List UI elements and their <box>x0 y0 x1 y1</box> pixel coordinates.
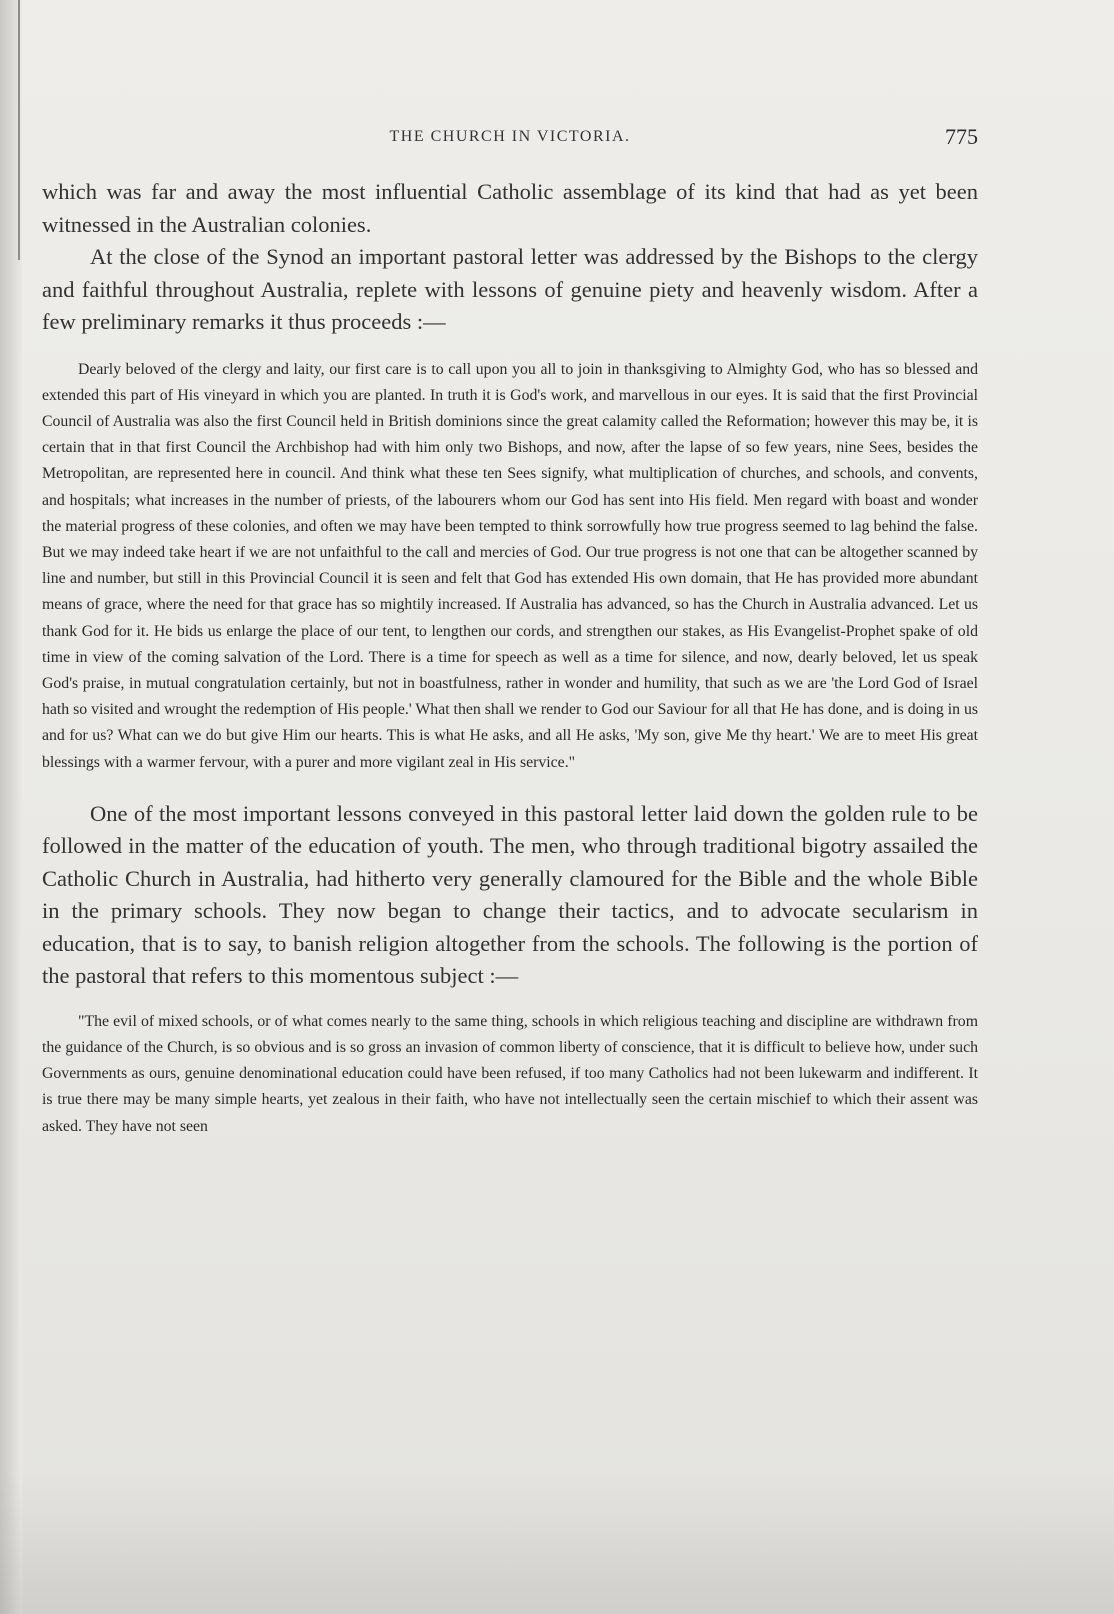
page-shadow <box>0 1474 1114 1614</box>
spacer <box>42 993 978 1009</box>
paragraph-continuation: which was far and away the most influential Catholic assemblage of its kind that had as yet been witnessed in the Australian colonies. <box>42 179 978 237</box>
paragraph-education: One of the most important lessons conveyed in this pastoral letter laid down the golden rule to be followed in the matter of the education of youth. The men, who through traditional bigotry assailed the Catholic Church in Australia, had hitherto very generally clamoured for the Bible and the whole Bible in the primary schools. They now began to change their tactics, and to advocate secularism in education, that is to say, to banish religion altogether from the schools. The following is the portion of the pastoral that refers to this momentous subject :— <box>42 800 978 989</box>
page-content <box>42 176 978 1140</box>
page-header <box>42 124 978 160</box>
page-number: 775 <box>945 124 978 149</box>
binding-line <box>18 0 20 260</box>
block-quote-mixed-schools: "The evil of mixed schools, or of what comes nearly to the same thing, schools in which religious teaching and discipline are withdrawn from the guidance of the Church, is so obvious and is so gross an invasion of common liberty of conscience, that it is difficult to believe how, under such Governments as ours, genuine denominational education could have been refused, if too many Catholics had not been lukewarm and indifferent. It is true there may be many simple hearts, yet zealous in their faith, who have not intellectually seen the certain mischief to which their assent was asked. They have not seen <box>42 1012 978 1135</box>
spacer <box>42 776 978 798</box>
paragraph-synod: At the close of the Synod an important pastoral letter was addressed by the Bishops to the clergy and faithful throughout Australia, replete with lessons of genuine piety and heavenly wisdom. After a few preliminary remarks it thus proceeds :— <box>42 244 978 334</box>
spacer <box>42 339 978 357</box>
running-title: THE CHURCH IN VICTORIA. <box>389 128 631 145</box>
block-quote-pastoral: Dearly beloved of the clergy and laity, our first care is to call upon you all to join in thanksgiving to Almighty God, who has so blessed and extended this part of His vineyard in which you are planted. In truth it is God's work, and marvellous in our eyes. It is said that the first Provincial Council of Australia was also the first Council held in British dominions since the great calamity called the Reformation; however this may be, it is certain that in that first Council the Archbishop had with him only two Bishops, and now, after the lapse of so few years, nine Sees, besides the Metropolitan, are represented here in council. And think what these ten Sees signify, what multiplication of churches, and schools, and convents, and hospitals; what increases in the number of priests, of the labourers whom our God has sent into His field. Men regard with boast and wonder the material progress of these colonies, and often we may have been tempted to think sorrowfully how true progress seemed to lag behind the false. But we may indeed take heart if we are not unfaithful to the call and mercies of God. Our true progress is not one that can be altogether scanned by line and number, but still in this Provincial Council it is seen and felt that God has extended His own domain, that He has provided more abundant means of grace, where the need for that grace has so mightily increased. If Australia has advanced, so has the Church in Australia advanced. Let us thank God for it. He bids us enlarge the place of our tent, to lengthen our cords, and strengthen our stakes, as His Evangelist-Prophet spake of old time in view of the coming salvation of the Lord. There is a time for speech as well as a time for silence, and now, dearly beloved, let us speak God's praise, in mutual congratulation certainly, but not in boastfulness, rather in wonder and humility, that such as we are 'the Lord God of Israel hath so visited and wrought the redemption of His people.' What then shall we render to God our Saviour for all that He has done, and is doing in us and for us? What can we do but give Him our hearts. This is what He asks, and all He asks, 'My son, give Me thy heart.' We are to meet His great blessings with a warmer fervour, with a purer and more vigilant zeal in His service." <box>42 360 978 771</box>
